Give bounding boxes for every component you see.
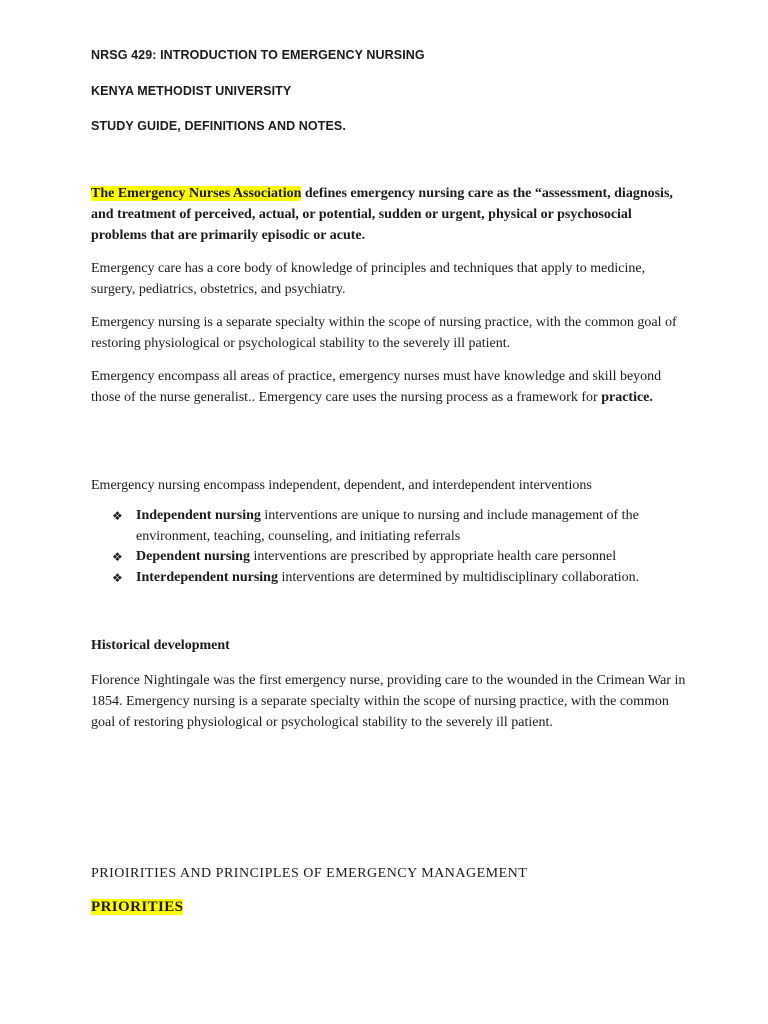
paragraph-practice-text: Emergency encompass all areas of practice, emergency nurses must have knowledge and skill beyond those of the nurse generalist.. Emergency care uses the nursing process as a framework for [91, 369, 662, 405]
intervention-text: interventions are prescribed by appropriate health care personnel [249, 549, 617, 564]
paragraph-practice-end: practice. [601, 390, 653, 405]
priorities-highlight: PRIORITIES [91, 899, 184, 915]
history-paragraph: Florence Nightingale was the first emergency nurse, providing care to the wounded in the Crimean War in 1854. Emergency nursing is a separate specialty within the scope of nursing practice, with the common goal of restoring physiological or psychological stability to the severely ill patient. [91, 673, 686, 730]
list-item [112, 506, 692, 547]
paragraph-core-knowledge: Emergency care has a core body of knowledge of principles and techniques that apply to medicine, surgery, pediatrics, obstetrics, and psychiatry. [91, 261, 646, 297]
intervention-term: Dependent nursing [136, 549, 250, 564]
course-title: NRSG 429: INTRODUCTION TO EMERGENCY NURSING [91, 48, 425, 62]
diamond-bullet-icon: ❖ [112, 509, 123, 523]
interventions-list [112, 506, 692, 588]
ena-definition [91, 183, 691, 246]
list-item [112, 568, 692, 589]
paragraph-separate-specialty: Emergency nursing is a separate specialty within the scope of nursing practice, with the common goal of restoring physiological or psychological stability to the severely ill patient. [91, 315, 677, 351]
diamond-bullet-icon: ❖ [112, 570, 123, 585]
intervention-text: interventions are unique to nursing and include management of the environment, teaching, counseling, and initiating referrals [136, 508, 639, 544]
intervention-term: Independent nursing [136, 508, 261, 523]
list-item [112, 547, 692, 568]
paragraph-interventions-intro: Emergency nursing encompass independent, dependent, and interdependent interventions [91, 478, 592, 493]
intervention-text: interventions are determined by multidisciplinary collaboration. [277, 569, 640, 585]
section-title: PRIOIRITIES AND PRINCIPLES OF EMERGENCY MANAGEMENT [91, 866, 528, 881]
university-name: KENYA METHODIST UNIVERSITY [91, 84, 292, 98]
priorities-heading [91, 899, 183, 916]
paragraph-practice-areas [91, 366, 691, 408]
ena-highlight: The Emergency Nurses Association [91, 186, 302, 201]
study-guide-title: STUDY GUIDE, DEFINITIONS AND NOTES. [91, 119, 346, 133]
history-heading: Historical development [91, 638, 230, 653]
diamond-bullet-icon: ❖ [112, 550, 123, 564]
intervention-term: Interdependent nursing [136, 569, 278, 585]
ena-definition-text: defines emergency nursing care as the “assessment, diagnosis, and treatment of perceived, actual, or potential, sudden or urgent, physical or psychosocial problems that are primarily episodic or acute. [91, 186, 673, 243]
